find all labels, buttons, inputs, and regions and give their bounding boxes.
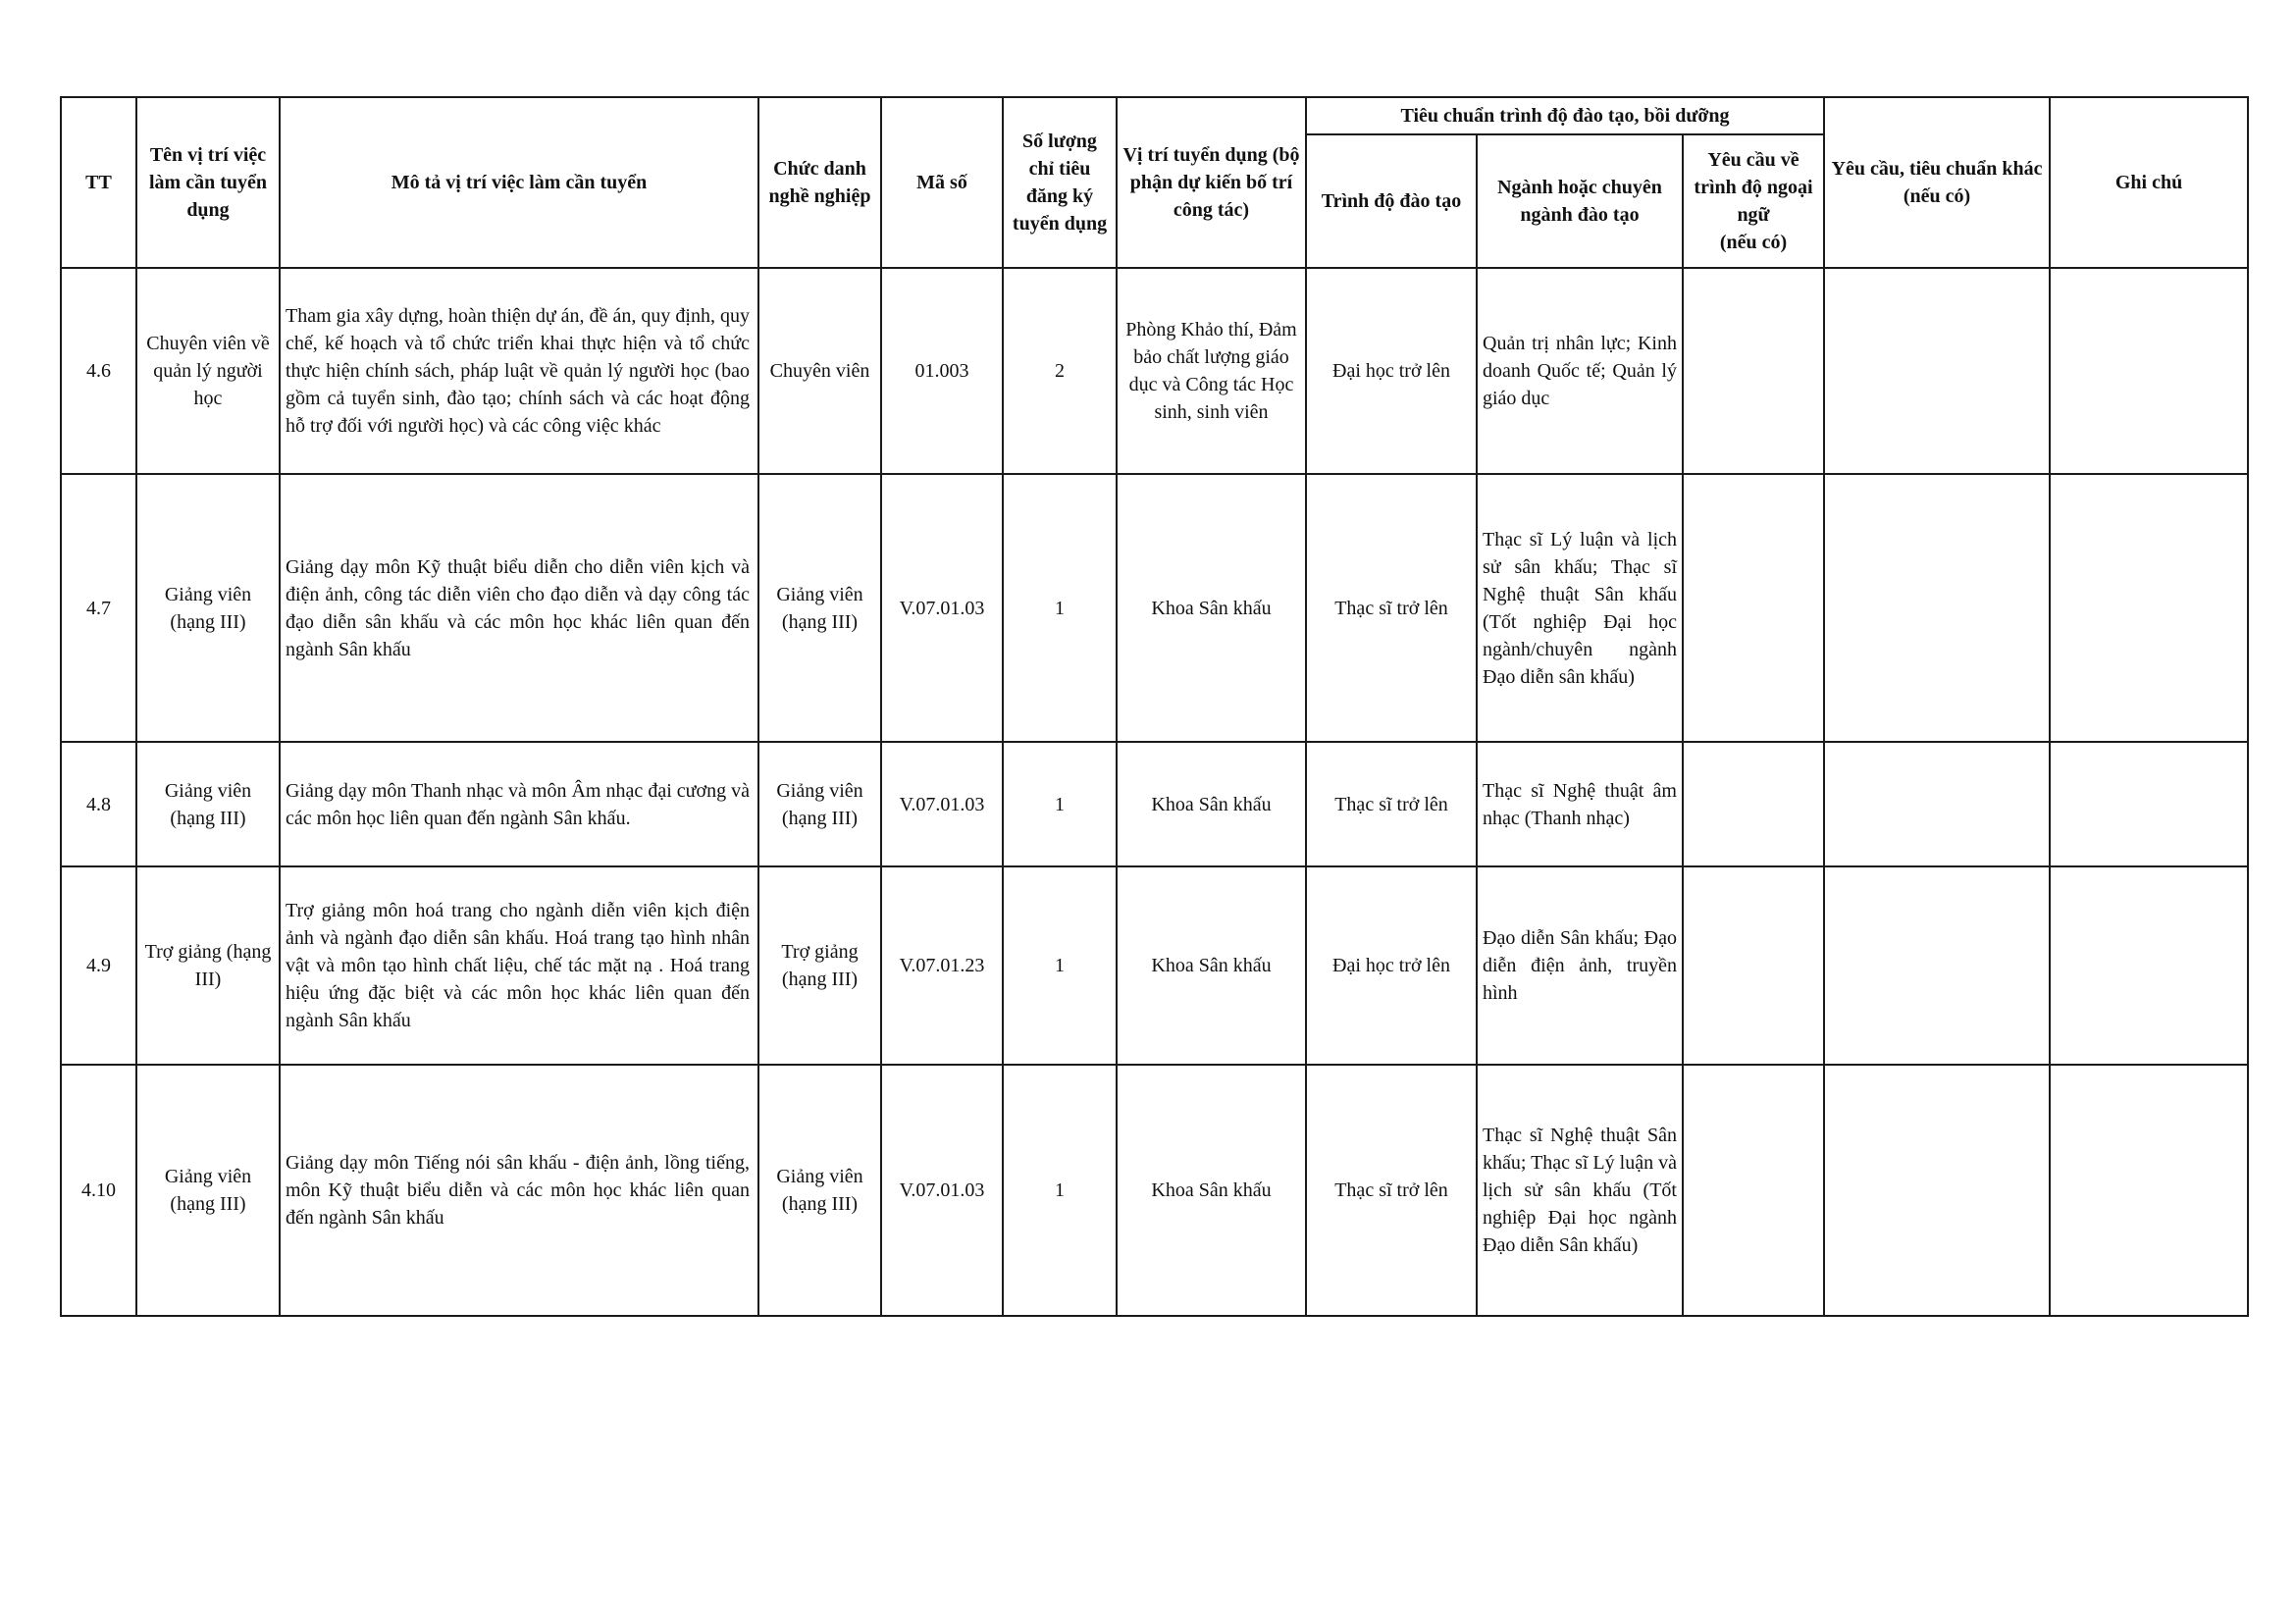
cell-major: Thạc sĩ Nghệ thuật âm nhạc (Thanh nhạc) [1477,742,1683,866]
recruitment-table [60,96,2249,1317]
cell-education-level: Đại học trở lên [1306,866,1477,1065]
table-row [61,742,2248,866]
cell-other-requirements [1824,742,2050,866]
cell-tt: 4.10 [61,1065,136,1316]
header-foreign-language: Yêu cầu về trình độ ngoại ngữ (nếu có) [1683,134,1824,268]
header-description: Mô tả vị trí việc làm cần tuyển [280,97,758,268]
cell-other-requirements [1824,268,2050,474]
header-position-name: Tên vị trí việc làm cần tuyển dụng [136,97,280,268]
cell-quantity: 1 [1003,742,1117,866]
cell-position-name: Chuyên viên về quản lý người học [136,268,280,474]
cell-foreign-language [1683,866,1824,1065]
cell-major: Thạc sĩ Nghệ thuật Sân khấu; Thạc sĩ Lý luận và lịch sử sân khấu (Tốt nghiệp Đại học ngành Đạo diễn Sân khấu) [1477,1065,1683,1316]
cell-other-requirements [1824,474,2050,742]
cell-description: Giảng dạy môn Thanh nhạc và môn Âm nhạc đại cương và các môn học liên quan đến ngành Sân khấu. [280,742,758,866]
cell-title: Chuyên viên [758,268,881,474]
cell-notes [2050,268,2248,474]
cell-tt: 4.7 [61,474,136,742]
header-quantity: Số lượng chỉ tiêu đăng ký tuyển dụng [1003,97,1117,268]
cell-tt: 4.6 [61,268,136,474]
cell-department: Khoa Sân khấu [1117,1065,1306,1316]
header-education-level: Trình độ đào tạo [1306,134,1477,268]
cell-description: Trợ giảng môn hoá trang cho ngành diễn viên kịch điện ảnh và ngành đạo diễn sân khấu. Hoá trang tạo hình nhân vật và môn tạo hình chất liệu, chế tác mặt nạ . Hoá trang hiệu ứng đặc biệt và các môn học khác liên quan đến ngành Sân khấu [280,866,758,1065]
cell-quantity: 1 [1003,474,1117,742]
cell-position-name: Giảng viên (hạng III) [136,474,280,742]
cell-foreign-language [1683,742,1824,866]
cell-description: Giảng dạy môn Kỹ thuật biểu diễn cho diễn viên kịch và điện ảnh, công tác diễn viên cho đạo diễn và dạy công tác đạo diễn sân khấu và các môn học khác liên quan đến ngành Sân khấu [280,474,758,742]
cell-education-level: Đại học trở lên [1306,268,1477,474]
document-page [60,96,2249,1317]
cell-notes [2050,866,2248,1065]
cell-education-level: Thạc sĩ trở lên [1306,474,1477,742]
cell-major: Quản trị nhân lực; Kinh doanh Quốc tế; Quản lý giáo dục [1477,268,1683,474]
cell-description: Giảng dạy môn Tiếng nói sân khấu - điện ảnh, lồng tiếng, môn Kỹ thuật biểu diễn và các môn học khác liên quan đến ngành Sân khấu [280,1065,758,1316]
table-row [61,1065,2248,1316]
cell-quantity: 2 [1003,268,1117,474]
header-code: Mã số [881,97,1003,268]
cell-position-name: Giảng viên (hạng III) [136,1065,280,1316]
header-department: Vị trí tuyển dụng (bộ phận dự kiến bố trí công tác) [1117,97,1306,268]
header-tt: TT [61,97,136,268]
cell-major: Thạc sĩ Lý luận và lịch sử sân khấu; Thạc sĩ Nghệ thuật Sân khấu (Tốt nghiệp Đại học ngành/chuyên ngành Đạo diễn sân khấu) [1477,474,1683,742]
header-title: Chức danh nghề nghiệp [758,97,881,268]
cell-quantity: 1 [1003,866,1117,1065]
cell-other-requirements [1824,866,2050,1065]
cell-department: Khoa Sân khấu [1117,742,1306,866]
header-major: Ngành hoặc chuyên ngành đào tạo [1477,134,1683,268]
cell-foreign-language [1683,1065,1824,1316]
cell-notes [2050,742,2248,866]
cell-education-level: Thạc sĩ trở lên [1306,1065,1477,1316]
header-notes: Ghi chú [2050,97,2248,268]
header-training-group: Tiêu chuẩn trình độ đào tạo, bồi dưỡng [1306,97,1824,134]
cell-code: V.07.01.03 [881,742,1003,866]
cell-code: 01.003 [881,268,1003,474]
cell-notes [2050,1065,2248,1316]
table-row [61,474,2248,742]
cell-title: Giảng viên (hạng III) [758,1065,881,1316]
cell-department: Phòng Khảo thí, Đảm bảo chất lượng giáo dục và Công tác Học sinh, sinh viên [1117,268,1306,474]
cell-title: Giảng viên (hạng III) [758,742,881,866]
cell-code: V.07.01.03 [881,1065,1003,1316]
table-row [61,866,2248,1065]
cell-education-level: Thạc sĩ trở lên [1306,742,1477,866]
cell-other-requirements [1824,1065,2050,1316]
cell-notes [2050,474,2248,742]
cell-code: V.07.01.23 [881,866,1003,1065]
cell-department: Khoa Sân khấu [1117,474,1306,742]
table-header [61,97,2248,268]
table-body [61,268,2248,1316]
cell-code: V.07.01.03 [881,474,1003,742]
header-other-requirements: Yêu cầu, tiêu chuẩn khác (nếu có) [1824,97,2050,268]
cell-foreign-language [1683,268,1824,474]
cell-foreign-language [1683,474,1824,742]
cell-major: Đạo diễn Sân khấu; Đạo diễn điện ảnh, truyền hình [1477,866,1683,1065]
cell-description: Tham gia xây dựng, hoàn thiện dự án, đề án, quy định, quy chế, kế hoạch và tổ chức triển khai thực hiện và tổ chức thực hiện chính sách, pháp luật về quản lý người học (bao gồm cả tuyển sinh, đào tạo; chính sách và các hoạt động hỗ trợ đối với người học) và các công việc khác [280,268,758,474]
cell-title: Trợ giảng (hạng III) [758,866,881,1065]
cell-department: Khoa Sân khấu [1117,866,1306,1065]
cell-tt: 4.8 [61,742,136,866]
cell-title: Giảng viên (hạng III) [758,474,881,742]
cell-tt: 4.9 [61,866,136,1065]
cell-position-name: Trợ giảng (hạng III) [136,866,280,1065]
table-row [61,268,2248,474]
cell-quantity: 1 [1003,1065,1117,1316]
cell-position-name: Giảng viên (hạng III) [136,742,280,866]
